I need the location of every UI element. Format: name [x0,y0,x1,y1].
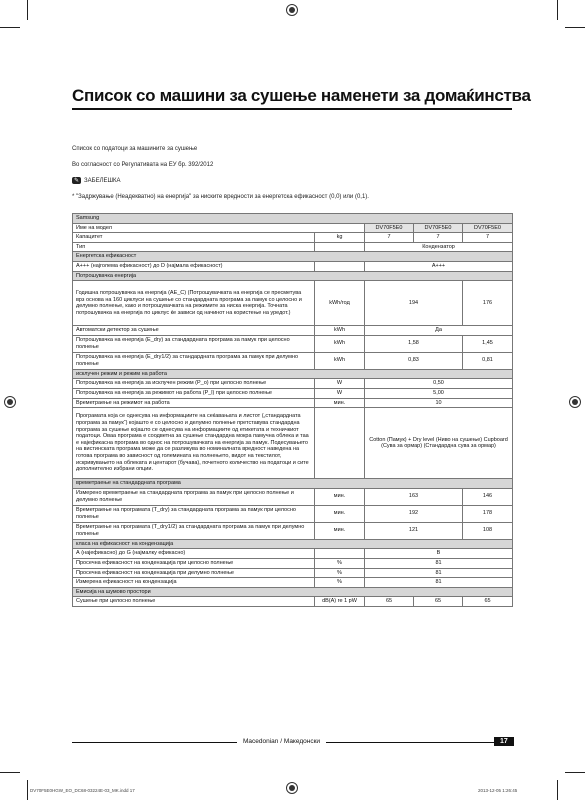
row-unit-cell: % [315,568,365,578]
row-value-cell: 176 [463,281,513,326]
row-label-cell: A+++ (најголема ефикасност) до D (најмала ефикасност) [73,261,315,271]
row-unit-cell: dB(A) re 1 pW [315,597,365,607]
row-value-cell: 108 [463,522,513,539]
row-label-cell: Капацитет [73,233,315,243]
table-row [73,379,513,389]
crop-mark [565,27,585,28]
crop-mark [27,780,28,800]
row-label-cell: Просечна ефикасност на кондензација при целосно полнење [73,558,315,568]
model-name-cell: DV70F5E0 [414,223,463,233]
row-value-cell: Кондензатор [365,242,513,252]
row-value-cell: A+++ [365,261,513,271]
row-label-cell: Тип [73,242,315,252]
row-value-cell: 81 [365,568,513,578]
row-value-cell: Cotton (Памук) + Dry level (Ниво на сушење) Cupboard (Сува за ормар) (Стандардна сува за ормар) [365,408,513,479]
section-row [73,479,513,489]
brand-row [73,214,513,224]
table-row [73,522,513,539]
table-row [73,398,513,408]
table-row [73,558,513,568]
table-row [73,261,513,271]
crop-mark [0,772,20,773]
title-rule [72,108,512,110]
intro-footnote: * "Задржување (Неадекватно) на енергија" за ниските вредности за енергетска ефикасност (0,0) или (0,1). [72,194,369,200]
row-unit-cell [315,549,365,559]
table-row [73,242,513,252]
table-row [73,281,513,326]
row-label-cell: Автоматски детектор за сушење [73,326,315,336]
section-label-cell: времетраење на стандардната програма [73,479,513,489]
row-value-cell: 7 [463,233,513,243]
row-unit-cell: % [315,558,365,568]
table-row [73,488,513,505]
section-row [73,369,513,379]
row-label-cell: Времетраење на програмата (T_dry) за стандардната програма за памук при целосно полнење [73,505,315,522]
row-value-cell: 192 [365,505,463,522]
crop-mark [557,780,558,800]
intro-line-1: Список со податоци за машините за сушење [72,146,198,152]
row-value-cell: B [365,549,513,559]
registration-mark-icon [569,396,581,408]
row-label-cell: Сушење при целосно полнење [73,597,315,607]
note-label: ЗАБЕЛЕШКА [84,178,121,184]
brand-cell: Samsung [73,214,513,224]
row-value-cell: 0,50 [365,379,513,389]
model-name-cell: DV70F5E0 [463,223,513,233]
table-row [73,549,513,559]
model-name-cell: DV70F5E0 [365,223,414,233]
registration-mark-icon [286,4,298,16]
file-slug: DV70F5E0HGW_EO_DC68-03224E-03_MK.indd 17 [30,788,135,793]
row-label-cell: Потрошувачка на енергија за исклучен режим (P_o) при целосно полнење [73,379,315,389]
row-value-cell: 65 [365,597,414,607]
row-unit-cell: kWh/год [315,281,365,326]
row-value-cell: 10 [365,398,513,408]
section-label-cell: исклучен режим и режим на работа [73,369,513,379]
row-value-cell: 163 [365,488,463,505]
table-row [73,233,513,243]
row-value-cell: 1,45 [463,335,513,352]
row-unit-cell [315,261,365,271]
row-value-cell: 7 [365,233,414,243]
row-unit-cell: kWh [315,352,365,369]
model-row [73,223,513,233]
model-label-cell: Име на модел [73,223,365,233]
crop-mark [27,0,28,20]
row-unit-cell: kg [315,233,365,243]
section-label-cell: Емисија на шумово простори [73,587,513,597]
intro-line-2: Во согласност со Регулативата на ЕУ бр. 392/2012 [72,162,214,168]
page-number: 17 [494,737,514,746]
row-value-cell: 5,00 [365,388,513,398]
row-label-cell: Измерена ефикасност на кондензација [73,578,315,588]
section-row [73,587,513,597]
row-unit-cell: W [315,388,365,398]
table-row [73,578,513,588]
table-row [73,326,513,336]
table-row [73,597,513,607]
page-title: Список со машини за сушење наменети за домаќинства [72,86,531,105]
crop-mark [557,0,558,20]
section-row [73,271,513,281]
row-unit-cell [315,242,365,252]
table-row [73,352,513,369]
spec-table [72,213,513,607]
row-value-cell: 178 [463,505,513,522]
row-label-cell: Потрошувачка на енергија за режимот на работа (P_l) при целосно полнење [73,388,315,398]
footer-language: Macedonian / Македонски [237,738,326,745]
row-value-cell: 146 [463,488,513,505]
table-row [73,388,513,398]
row-value-cell: 0,81 [463,352,513,369]
row-unit-cell: W [315,379,365,389]
row-value-cell: 0,83 [365,352,463,369]
row-unit-cell: мин. [315,398,365,408]
row-value-cell: 7 [414,233,463,243]
row-label-cell: Времетраење на програмата (T_dry1/2) за стандардната програма за памук при делумно полнење [73,522,315,539]
table-row [73,408,513,479]
note-icon: ✎ [74,178,80,184]
row-label-cell: Просечна ефикасност на кондензација при делумно полнење [73,568,315,578]
row-value-cell: 1,58 [365,335,463,352]
section-label-cell: класа на ефикасност на кондензација [73,539,513,549]
row-unit-cell: мин. [315,522,365,539]
table-row [73,505,513,522]
row-label-cell: Времетраење на режимот на работа [73,398,315,408]
crop-mark [565,772,585,773]
row-unit-cell: мин. [315,488,365,505]
table-row [73,568,513,578]
row-unit-cell: kWh [315,326,365,336]
note-line [72,177,121,184]
section-row [73,252,513,262]
row-value-cell: 121 [365,522,463,539]
row-label-cell: Потрошувачка на енергија (E_dry) за стандардната програма за памук при целосно полнење [73,335,315,352]
registration-mark-icon [286,782,298,794]
print-timestamp: 2013-12-05 1:26:45 [478,788,518,793]
registration-mark-icon [4,396,16,408]
row-value-cell: 194 [365,281,463,326]
row-label-cell: А (најефикасно) до G (најмалку ефикасно) [73,549,315,559]
row-value-cell: 81 [365,558,513,568]
row-label-cell: Годишна потрошувачка на енергија (AE_C) (Потрошувачката на енергија се пресметува врз основа на 160 циклуси на сушење со стандардната програма за памук со целосно и делумно полнење, како и потрошувачката на режимите за ниска енергија. Точната потрошувачка на енергија по циклус ќе зависи од начинот на користење на уредот.) [73,281,315,326]
row-unit-cell [315,408,365,479]
section-label-cell: Енергетска ефикасност [73,252,513,262]
row-unit-cell: мин. [315,505,365,522]
section-row [73,539,513,549]
table-row [73,335,513,352]
row-unit-cell: kWh [315,335,365,352]
section-label-cell: Потрошувачка енергија [73,271,513,281]
row-value-cell: 65 [463,597,513,607]
row-unit-cell: % [315,578,365,588]
row-value-cell: Да [365,326,513,336]
row-label-cell: Потрошувачка на енергија (E_dry1/2) за стандардната програма за памук при делумно полнење [73,352,315,369]
row-label-cell: Програмата која се однесува на информациите на сеќавањата и листот („стандардната програма за памук“) којашто е со целосно и делумно полнење претставува стандардна програма за сушење којашто се однесува на информациите од етикетата и техничкиот податоци. Оваа програма е соодветна за сушење стандардна мокра памучна облека и таа е најефикасна програма во однос на потрошувачката на енергија за памук. Подесувањето на вистинската програма може да се разликува во номиналната вредност наведена на готова програма во зависност од големината на полнењето, видот на текстилот, искривувањето на облеката и центарот (бучава), почетното количество на податоци и сите дополнително избрани опции. [73,408,315,479]
row-value-cell: 65 [414,597,463,607]
crop-mark [0,27,20,28]
row-label-cell: Измерено времетраење на стандардната програма за памук при целосно полнење и делумно полнење [73,488,315,505]
row-value-cell: 81 [365,578,513,588]
